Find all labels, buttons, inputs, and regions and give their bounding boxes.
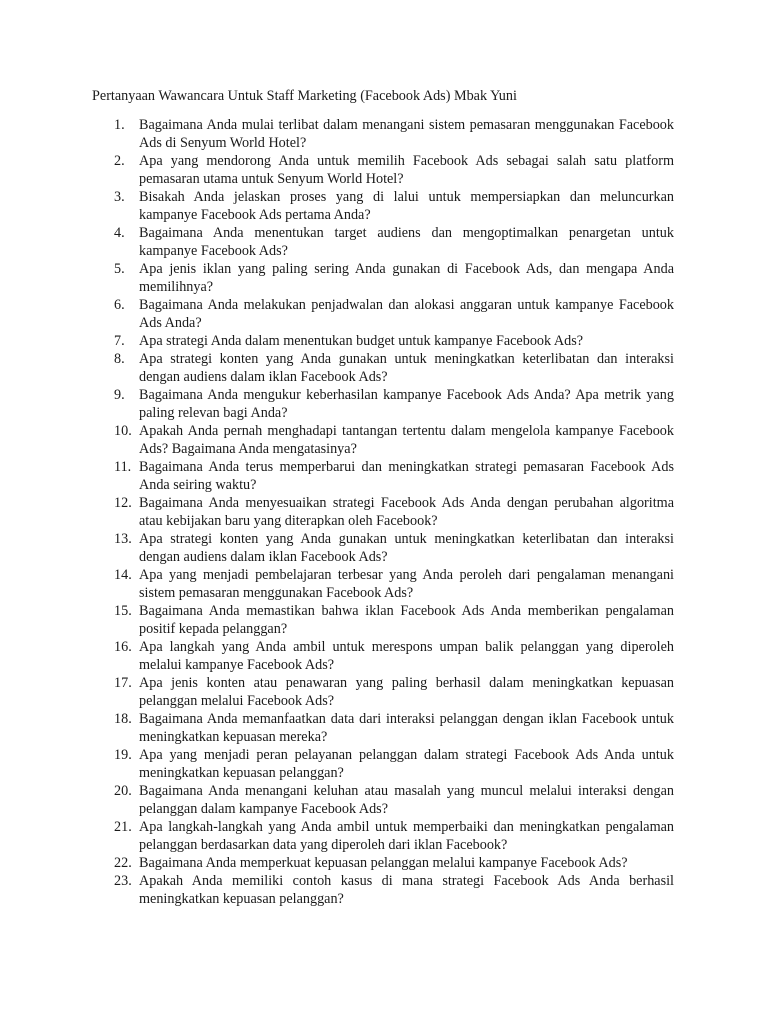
question-item [0, 818, 768, 854]
question-number: 2. [114, 153, 125, 169]
question-item [0, 872, 768, 908]
question-number: 9. [114, 387, 125, 403]
question-number: 7. [114, 333, 125, 349]
question-item [0, 116, 768, 152]
question-number: 17. [114, 675, 132, 691]
question-item [0, 746, 768, 782]
question-number: 23. [114, 873, 132, 889]
question-text: Apa strategi Anda dalam menentukan budget untuk kampanye Facebook Ads? [139, 333, 584, 349]
question-item [0, 494, 768, 530]
question-text: Bagaimana Anda terus memperbarui dan meningkatkan strategi pemasaran Facebook Ads Anda seiring waktu? [139, 459, 674, 493]
question-text: Apa jenis konten atau penawaran yang paling berhasil dalam meningkatkan kepuasan pelanggan melalui Facebook Ads? [139, 675, 674, 709]
question-text: Bagaimana Anda menangani keluhan atau masalah yang muncul melalui interaksi dengan pelanggan dalam kampanye Facebook Ads? [139, 783, 674, 817]
question-item [0, 422, 768, 458]
question-text: Bagaimana Anda menentukan target audiens dan mengoptimalkan penargetan untuk kampanye Facebook Ads? [139, 225, 674, 259]
question-item [0, 224, 768, 260]
question-number: 20. [114, 783, 132, 799]
question-item [0, 602, 768, 638]
question-text: Bagaimana Anda melakukan penjadwalan dan alokasi anggaran untuk kampanye Facebook Ads Anda? [139, 297, 674, 331]
question-item [0, 350, 768, 386]
question-text: Apakah Anda memiliki contoh kasus di mana strategi Facebook Ads Anda berhasil meningkatkan kepuasan pelanggan? [139, 873, 674, 907]
question-number: 4. [114, 225, 125, 241]
question-number: 1. [114, 117, 125, 133]
question-text: Apa strategi konten yang Anda gunakan untuk meningkatkan keterlibatan dan interaksi dengan audiens dalam iklan Facebook Ads? [139, 351, 674, 385]
question-text: Bagaimana Anda menyesuaikan strategi Facebook Ads Anda dengan perubahan algoritma atau kebijakan baru yang diterapkan oleh Facebook? [139, 495, 674, 529]
question-item [0, 854, 768, 872]
question-number: 5. [114, 261, 125, 277]
question-number: 18. [114, 711, 132, 727]
question-item [0, 386, 768, 422]
question-item [0, 782, 768, 818]
question-number: 19. [114, 747, 132, 763]
question-text: Apakah Anda pernah menghadapi tantangan tertentu dalam mengelola kampanye Facebook Ads? Bagaimana Anda mengatasinya? [139, 423, 674, 457]
question-list [0, 116, 768, 908]
question-item [0, 458, 768, 494]
question-item [0, 710, 768, 746]
document-title: Pertanyaan Wawancara Untuk Staff Marketing (Facebook Ads) Mbak Yuni [92, 88, 517, 104]
question-item [0, 530, 768, 566]
question-number: 10. [114, 423, 132, 439]
question-number: 15. [114, 603, 132, 619]
question-item [0, 566, 768, 602]
question-number: 8. [114, 351, 125, 367]
question-text: Apa strategi konten yang Anda gunakan untuk meningkatkan keterlibatan dan interaksi dengan audiens dalam iklan Facebook Ads? [139, 531, 674, 565]
question-text: Apa yang mendorong Anda untuk memilih Facebook Ads sebagai salah satu platform pemasaran utama untuk Senyum World Hotel? [139, 153, 674, 187]
question-item [0, 152, 768, 188]
question-number: 14. [114, 567, 132, 583]
question-item [0, 674, 768, 710]
question-number: 3. [114, 189, 125, 205]
question-text: Bagaimana Anda mulai terlibat dalam menangani sistem pemasaran menggunakan Facebook Ads di Senyum World Hotel? [139, 117, 674, 151]
question-number: 22. [114, 855, 132, 871]
question-text: Apa jenis iklan yang paling sering Anda gunakan di Facebook Ads, dan mengapa Anda memilihnya? [139, 261, 674, 295]
question-item [0, 296, 768, 332]
question-text: Bagaimana Anda mengukur keberhasilan kampanye Facebook Ads Anda? Apa metrik yang paling relevan bagi Anda? [139, 387, 674, 421]
question-text: Bisakah Anda jelaskan proses yang di lalui untuk mempersiapkan dan meluncurkan kampanye Facebook Ads pertama Anda? [139, 189, 674, 223]
question-item [0, 332, 768, 350]
question-text: Apa langkah yang Anda ambil untuk merespons umpan balik pelanggan yang diperoleh melalui kampanye Facebook Ads? [139, 639, 674, 673]
question-text: Bagaimana Anda memanfaatkan data dari interaksi pelanggan dengan iklan Facebook untuk meningkatkan kepuasan mereka? [139, 711, 674, 745]
question-text: Bagaimana Anda memperkuat kepuasan pelanggan melalui kampanye Facebook Ads? [139, 855, 628, 871]
question-number: 11. [114, 459, 132, 475]
question-text: Apa yang menjadi peran pelayanan pelanggan dalam strategi Facebook Ads Anda untuk meningkatkan kepuasan pelanggan? [139, 747, 674, 781]
question-text: Apa yang menjadi pembelajaran terbesar yang Anda peroleh dari pengalaman menangani sistem pemasaran menggunakan Facebook Ads? [139, 567, 674, 601]
question-number: 12. [114, 495, 132, 511]
question-number: 6. [114, 297, 125, 313]
question-number: 13. [114, 531, 132, 547]
question-number: 21. [114, 819, 132, 835]
question-number: 16. [114, 639, 132, 655]
question-item [0, 188, 768, 224]
question-text: Bagaimana Anda memastikan bahwa iklan Facebook Ads Anda memberikan pengalaman positif kepada pelanggan? [139, 603, 674, 637]
question-text: Apa langkah-langkah yang Anda ambil untuk memperbaiki dan meningkatkan pengalaman pelanggan berdasarkan data yang diperoleh dari iklan Facebook? [139, 819, 674, 853]
question-item [0, 260, 768, 296]
question-item [0, 638, 768, 674]
